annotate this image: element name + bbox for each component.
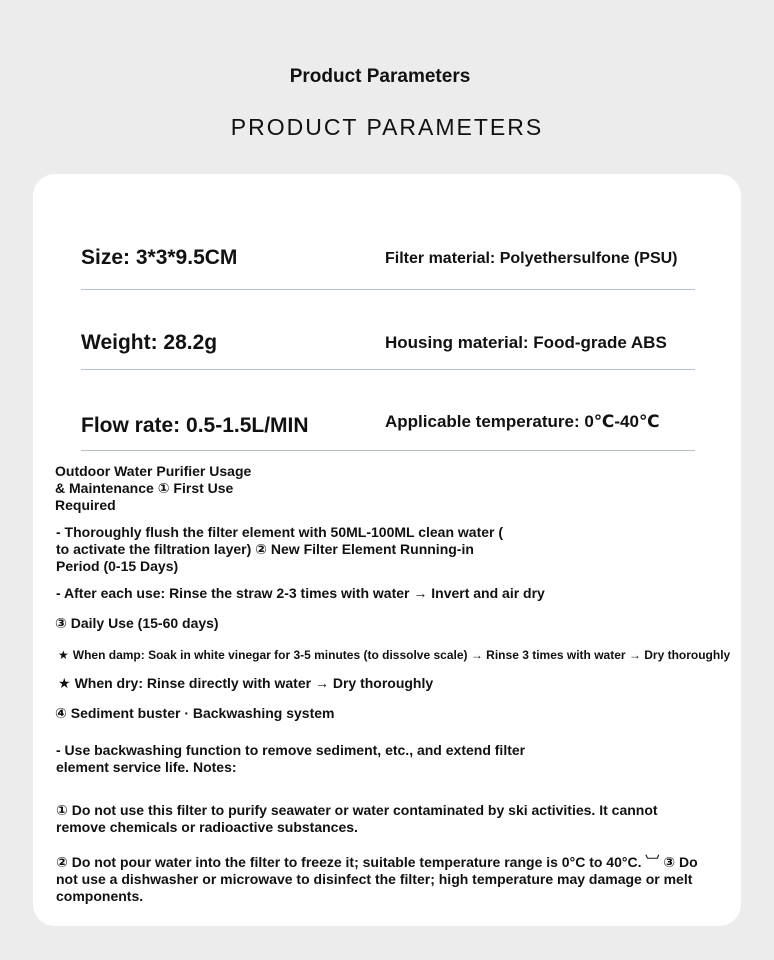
dry-instruction [58, 675, 433, 692]
note-2 [56, 854, 726, 905]
backwash-line2: element service life. Notes: [56, 759, 237, 775]
spec-filter-material: Filter material: Polyethersulfone (PSU) [385, 250, 678, 267]
section-heading: PRODUCT PARAMETERS [230, 114, 544, 140]
note-1 [56, 802, 658, 836]
flush-line3: Period (0-15 Days) [56, 558, 179, 574]
damp-text: When damp: Soak in white vinegar for 3-5 minutes (to dissolve scale) → Rinse 3 times with water → Dry thoroughly [72, 648, 731, 662]
flush-line2: to activate the filtration layer) ② New Filter Element Running-in [56, 541, 474, 557]
backwash-instruction [56, 742, 525, 776]
spec-size: Size: 3*3*9.5CM [81, 246, 238, 269]
page-title: Product Parameters [289, 66, 471, 87]
star-icon: ★ [58, 648, 69, 662]
backwash-line1: - Use backwashing function to remove sediment, etc., and extend filter [56, 742, 526, 758]
note2-line2: not use a dishwasher or microwave to disinfect the filter; high temperature may damage or melt [56, 871, 693, 887]
usage-heading [55, 463, 251, 514]
spec-housing-material: Housing material: Food-grade ABS [385, 333, 667, 352]
damp-instruction [58, 647, 730, 664]
note2-line3: components. [56, 888, 144, 904]
daily-use-heading: ③ Daily Use (15-60 days) [55, 615, 219, 631]
note1-line2: remove chemicals or radioactive substances. [56, 819, 358, 835]
flush-instruction [56, 524, 503, 575]
usage-heading-line3: Required [55, 497, 116, 513]
sediment-heading: ④ Sediment buster · Backwashing system [55, 705, 335, 721]
usage-heading-line1: Outdoor Water Purifier Usage [55, 463, 252, 479]
note1-line1: ① Do not use this filter to purify seawater or water contaminated by ski activities. It cannot [56, 802, 658, 818]
usage-heading-line2: & Maintenance ① First Use [55, 480, 234, 496]
after-use-instruction: - After each use: Rinse the straw 2-3 times with water → Invert and air dry [56, 585, 545, 601]
star-icon: ★ [58, 675, 71, 691]
dry-text: When dry: Rinse directly with water → Dry thoroughly [74, 675, 434, 691]
spec-flow-rate: Flow rate: 0.5-1.5L/MIN [81, 414, 309, 437]
spec-weight: Weight: 28.2g [81, 331, 218, 354]
spec-row-flow-rate [81, 412, 695, 451]
spec-applicable-temperature: Applicable temperature: 0℃-40℃ [385, 412, 660, 431]
note2-line1: ② Do not pour water into the filter to freeze it; suitable temperature range is 0°C to 40°C. ︺ ③ Do [56, 854, 698, 870]
flush-line1: - Thoroughly flush the filter element with 50ML-100ML clean water ( [56, 524, 504, 540]
spec-row-size [81, 246, 695, 290]
spec-row-weight [81, 331, 695, 370]
